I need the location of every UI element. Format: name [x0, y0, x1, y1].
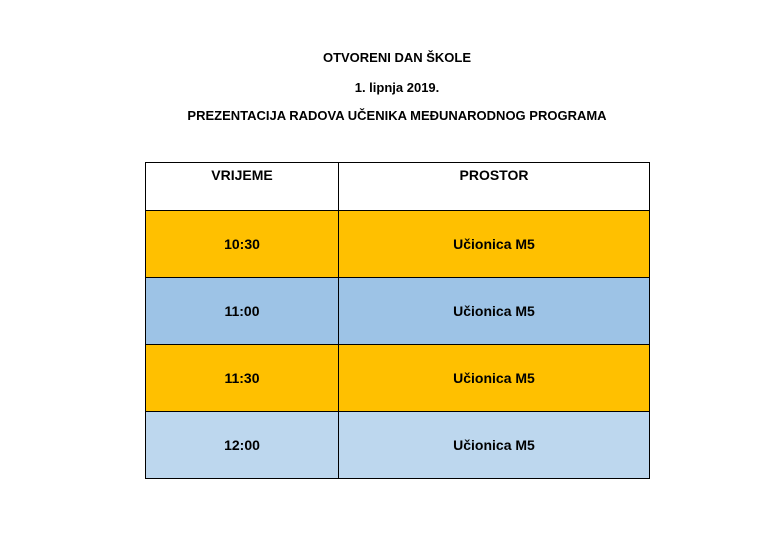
room-cell: Učionica M5 — [339, 278, 650, 345]
column-header-room: PROSTOR — [339, 163, 650, 211]
room-cell: Učionica M5 — [339, 345, 650, 412]
time-cell: 11:30 — [146, 345, 339, 412]
time-cell: 12:00 — [146, 412, 339, 479]
document-title: OTVORENI DAN ŠKOLE — [322, 50, 472, 65]
table-row — [146, 345, 650, 412]
time-cell: 11:00 — [146, 278, 339, 345]
event-subtitle: PREZENTACIJA RADOVA UČENIKA MEĐUNARODNOG PROGRAMA — [187, 108, 607, 123]
schedule-table — [145, 162, 650, 479]
room-cell: Učionica M5 — [339, 412, 650, 479]
time-cell: 10:30 — [146, 211, 339, 278]
table-row — [146, 412, 650, 479]
table-header-row — [146, 163, 650, 211]
event-date: 1. lipnja 2019. — [354, 80, 440, 95]
room-cell: Učionica M5 — [339, 211, 650, 278]
table-row — [146, 278, 650, 345]
table-row — [146, 211, 650, 278]
column-header-time: VRIJEME — [146, 163, 339, 211]
